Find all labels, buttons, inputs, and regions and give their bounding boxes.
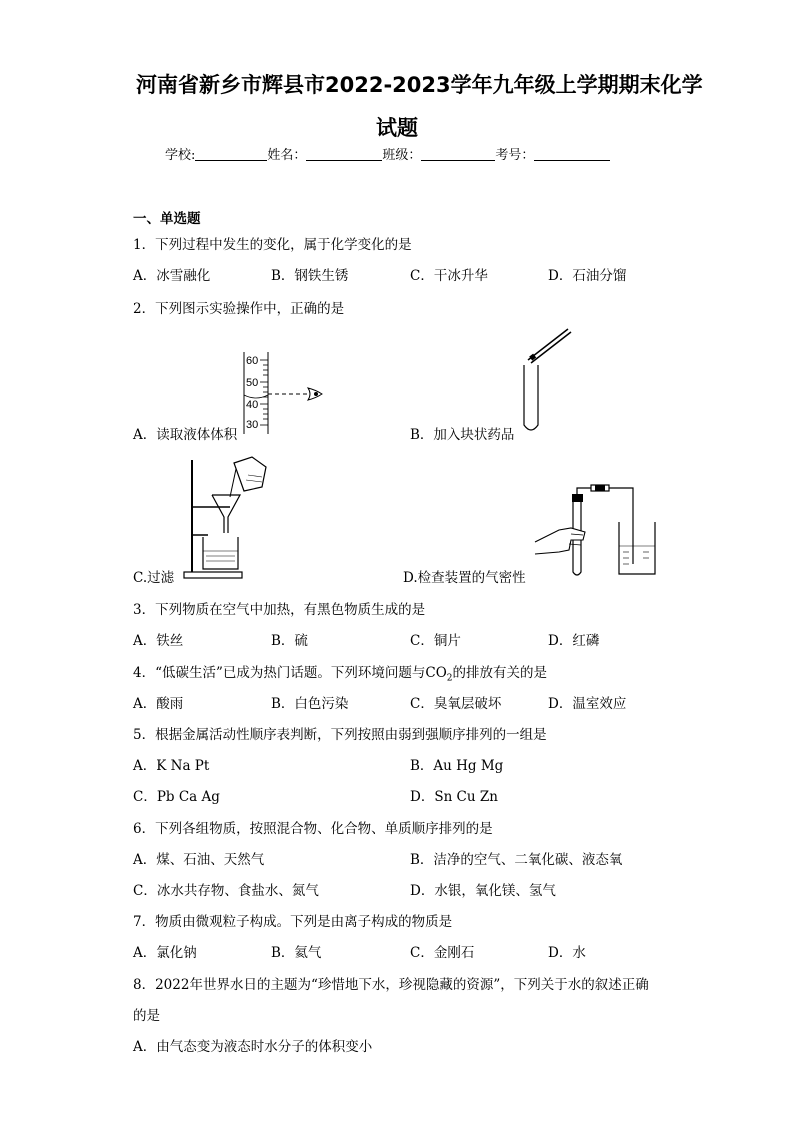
q6-option-d[interactable]: D．水银，氧化镁、氢气	[410, 883, 556, 899]
q4-option-c[interactable]: C．臭氧层破坏	[410, 696, 502, 712]
q1-option-c[interactable]: C．干冰升华	[410, 268, 488, 284]
q3-option-a[interactable]: A．铁丝	[133, 633, 184, 649]
page-title: 河南省新乡市辉县市2022-2023学年九年级上学期期末化学	[136, 73, 703, 97]
question-2-stem: 2．下列图示实验操作中，正确的是	[133, 301, 345, 317]
q4-stem-part2: 的排放有关的是	[452, 665, 548, 681]
tick-60: 60	[246, 355, 259, 367]
q7-option-a[interactable]: A．氯化钠	[133, 945, 197, 961]
number-label: 考号：	[495, 148, 535, 163]
q8-option-a[interactable]: A．由气态变为液态时水分子的体积变小	[133, 1039, 373, 1055]
q1-option-d[interactable]: D．石油分馏	[548, 268, 627, 284]
q7-option-d[interactable]: D．水	[548, 945, 586, 961]
q3-option-b[interactable]: B．硫	[271, 633, 308, 649]
q5-option-b[interactable]: B．Au Hg Mg	[410, 758, 504, 774]
tick-40: 40	[246, 399, 259, 411]
tick-50: 50	[246, 377, 259, 389]
q2-option-c[interactable]: C.过滤	[133, 570, 175, 586]
q4-stem-subscript: 2	[446, 673, 453, 684]
question-8-stem-line2: 的是	[133, 1008, 160, 1024]
hand-icon	[535, 528, 585, 554]
question-4-stem	[133, 661, 547, 684]
question-8-stem: 8．2022年世界水日的主题为“珍惜地下水，珍视隐藏的资源”，下列关于水的叙述正确	[133, 977, 649, 993]
class-field[interactable]	[421, 146, 495, 161]
measuring-cylinder-figure	[230, 348, 330, 438]
question-3-stem: 3．下列物质在空气中加热，有黑色物质生成的是	[133, 602, 426, 618]
question-6-stem: 6．下列各组物质，按照混合物、化合物、单质顺序排列的是	[133, 821, 493, 837]
number-field[interactable]	[534, 146, 610, 161]
question-7-stem: 7．物质由微观粒子构成。下列是由离子构成的物质是	[133, 914, 453, 930]
eye-icon	[314, 392, 318, 396]
q3-option-c[interactable]: C．铜片	[410, 633, 461, 649]
q5-option-c[interactable]: C．Pb Ca Ag	[133, 789, 220, 805]
class-label: 班级：	[382, 148, 422, 163]
q7-option-b[interactable]: B．氦气	[271, 945, 322, 961]
q5-option-d[interactable]: D．Sn Cu Zn	[410, 789, 498, 805]
q7-option-c[interactable]: C．金刚石	[410, 945, 475, 961]
section-title: 一、单选题	[133, 211, 201, 227]
q6-option-b[interactable]: B．洁净的空气、二氧化碳、液态氧	[410, 852, 623, 868]
name-label: 姓名：	[267, 148, 307, 163]
exam-info-line	[165, 144, 610, 163]
question-5-stem: 5．根据金属活动性顺序表判断，下列按照由弱到强顺序排列的一组是	[133, 727, 547, 743]
tick-30: 30	[246, 419, 259, 431]
school-label: 学校:	[165, 148, 196, 163]
q6-option-c[interactable]: C．冰水共存物、食盐水、氮气	[133, 883, 319, 899]
q4-stem-part1: 4．“低碳生活”已成为热门话题。下列环境问题与CO	[133, 665, 447, 681]
filtration-figure	[178, 455, 268, 580]
q3-option-d[interactable]: D．红磷	[548, 633, 600, 649]
q4-option-d[interactable]: D．温室效应	[548, 696, 627, 712]
q2-option-b[interactable]: B．加入块状药品	[410, 427, 515, 443]
q4-option-b[interactable]: B．白色污染	[271, 696, 349, 712]
test-tube-figure	[518, 325, 578, 435]
q6-option-a[interactable]: A．煤、石油、天然气	[133, 852, 265, 868]
airtightness-figure	[533, 480, 663, 580]
q2-option-d[interactable]: D.检查装置的气密性	[403, 570, 526, 586]
q2-option-a[interactable]: A．读取液体体积	[133, 427, 238, 443]
page-title-line2: 试题	[376, 116, 418, 140]
question-1-stem: 1．下列过程中发生的变化，属于化学变化的是	[133, 237, 412, 253]
school-field[interactable]	[195, 146, 267, 161]
q1-option-a[interactable]: A．冰雪融化	[133, 268, 211, 284]
q5-option-a[interactable]: A．K Na Pt	[133, 758, 210, 774]
q4-option-a[interactable]: A．酸雨	[133, 696, 184, 712]
name-field[interactable]	[306, 146, 382, 161]
q1-option-b[interactable]: B．钢铁生锈	[271, 268, 349, 284]
